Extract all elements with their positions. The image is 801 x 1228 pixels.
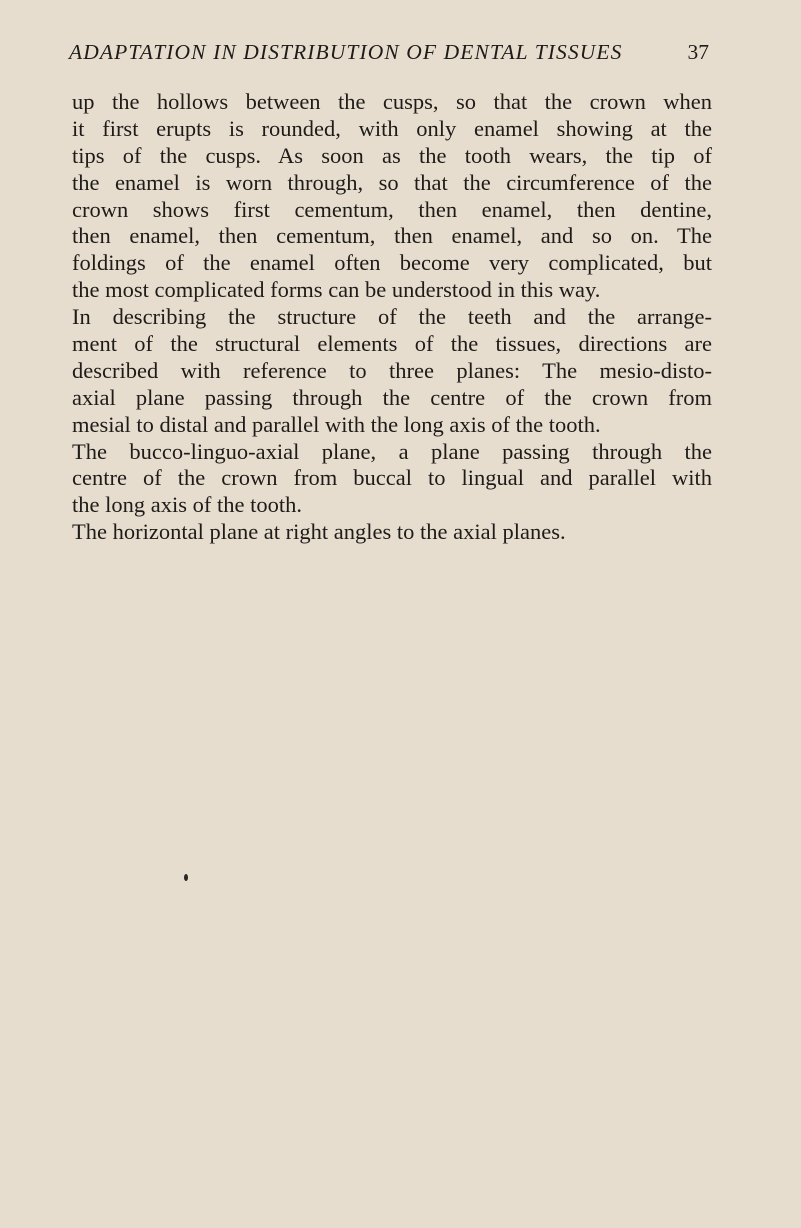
text-line: centre of the crown from buccal to lingual and parallel with: [72, 465, 712, 491]
text-line: then enamel, then cementum, then enamel, and so on. The: [72, 223, 712, 249]
running-head-title: ADAPTATION IN DISTRIBUTION OF DENTAL TISSUES: [69, 40, 623, 64]
text-line: The horizontal plane at right angles to the axial planes.: [72, 519, 566, 545]
text-line: tips of the cusps. As soon as the tooth wears, the tip of: [72, 142, 712, 168]
text-line: axial plane passing through the centre of the crown from: [72, 384, 712, 410]
text-line: described with reference to three planes: The mesio-disto-: [72, 357, 712, 383]
text-line: mesial to distal and parallel with the long axis of the tooth.: [72, 411, 601, 437]
page-number: 37: [687, 40, 709, 64]
running-head: [69, 40, 709, 72]
text-line: crown shows first cementum, then enamel, then dentine,: [72, 196, 712, 222]
print-speck: [184, 874, 188, 881]
text-line: up the hollows between the cusps, so that the crown when: [72, 89, 712, 114]
text-line: it first erupts is rounded, with only enamel showing at the: [72, 115, 712, 141]
text-line: foldings of the enamel often become very complicated, but: [72, 250, 712, 276]
text-line: The bucco-linguo-axial plane, a plane passing through the: [72, 438, 712, 464]
text-line: In describing the structure of the teeth and the arrange-: [72, 304, 712, 330]
body-text: [72, 89, 712, 546]
text-line: the long axis of the tooth.: [72, 492, 302, 518]
text-line: the enamel is worn through, so that the circumference of the: [72, 169, 712, 195]
text-line: the most complicated forms can be understood in this way.: [72, 277, 601, 303]
text-line: ment of the structural elements of the tissues, directions are: [72, 331, 712, 357]
